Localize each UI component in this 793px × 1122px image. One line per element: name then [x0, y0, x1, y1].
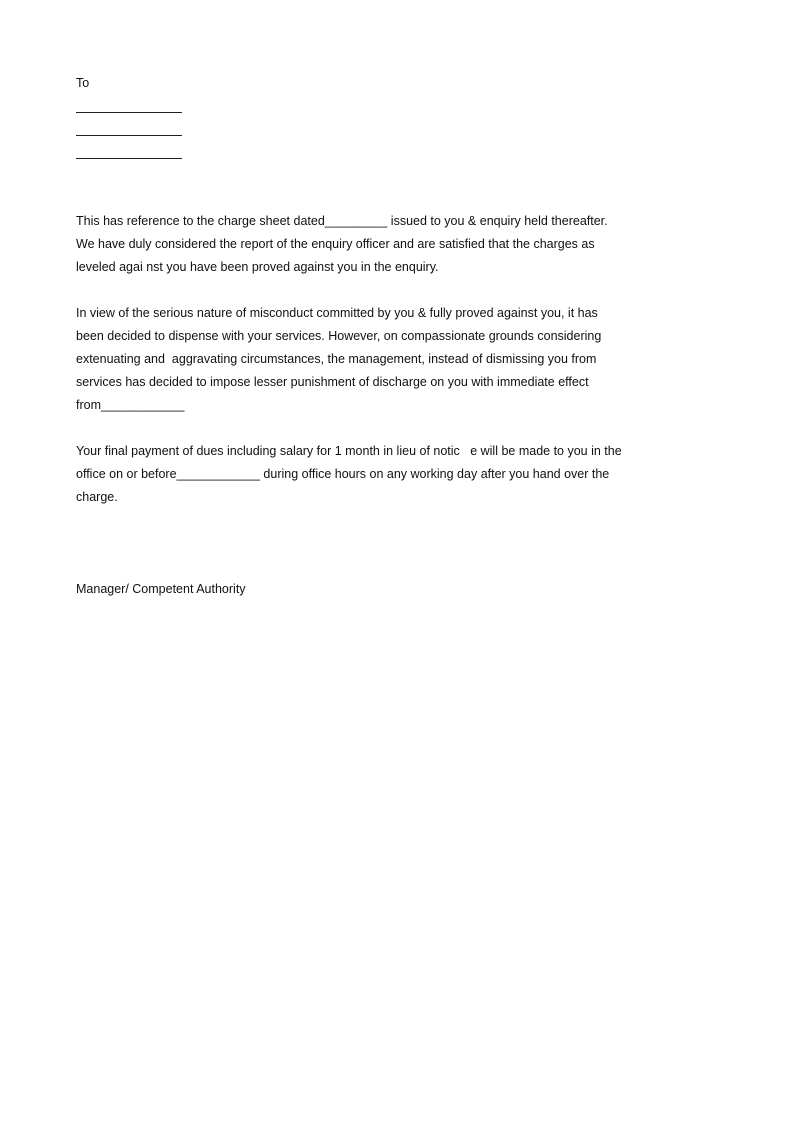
- paragraph-line: extenuating and aggravating circumstances, the management, instead of dismissing you from: [76, 352, 597, 366]
- paragraph-line: leveled agai nst you have been proved against you in the enquiry.: [76, 260, 439, 274]
- paragraph-line: We have duly considered the report of the enquiry officer and are satisfied that the charges as: [76, 237, 595, 251]
- paragraph-line: been decided to dispense with your services. However, on compassionate grounds considering: [76, 329, 602, 343]
- address-blank-line-2: [76, 135, 182, 136]
- paragraph-line: from____________: [76, 398, 185, 412]
- signature-line: Manager/ Competent Authority: [76, 582, 246, 596]
- salutation: To: [76, 76, 90, 90]
- paragraph-line: Your final payment of dues including salary for 1 month in lieu of notic e will be made to you in the: [76, 444, 622, 458]
- paragraph-line: charge.: [76, 490, 118, 504]
- address-blank-line-3: [76, 158, 182, 159]
- paragraph-line: office on or before____________ during office hours on any working day after you hand over the: [76, 467, 610, 481]
- paragraph-line: services has decided to impose lesser punishment of discharge on you with immediate effect: [76, 375, 589, 389]
- paragraph-line: This has reference to the charge sheet dated_________ issued to you & enquiry held thereafter.: [76, 214, 608, 228]
- paragraph-line: In view of the serious nature of misconduct committed by you & fully proved against you, it has: [76, 306, 598, 320]
- address-blank-line-1: [76, 112, 182, 113]
